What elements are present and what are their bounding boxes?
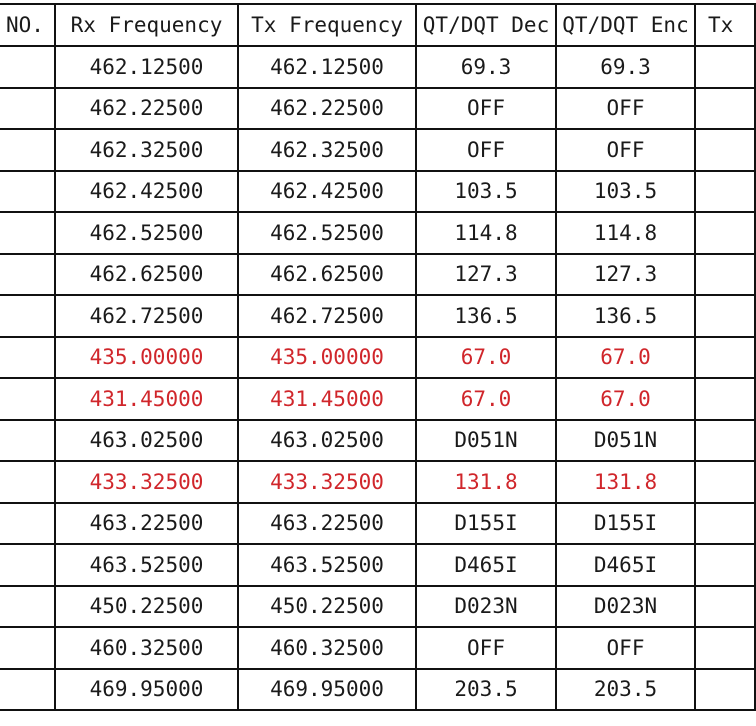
- cell-tx-truncated: [695, 627, 755, 669]
- table-row: [0, 669, 755, 711]
- cell-tx-frequency: 431.45000: [238, 378, 416, 420]
- cell-qt-dqt-dec: D155I: [416, 503, 556, 545]
- cell-tx-frequency: 462.22500: [238, 88, 416, 130]
- table-row: [0, 171, 755, 213]
- cell-no: [0, 586, 55, 628]
- cell-qt-dqt-dec: OFF: [416, 627, 556, 669]
- cell-tx-truncated: [695, 586, 755, 628]
- cell-qt-dqt-dec: OFF: [416, 88, 556, 130]
- table-row: [0, 378, 755, 420]
- cell-qt-dqt-enc: D465I: [556, 544, 695, 586]
- table-row: [0, 295, 755, 337]
- cell-no: [0, 627, 55, 669]
- cell-no: [0, 503, 55, 545]
- header-tx-frequency: Tx Frequency: [238, 4, 416, 46]
- cell-rx-frequency: 462.32500: [55, 129, 238, 171]
- cell-tx-truncated: [695, 88, 755, 130]
- cell-qt-dqt-dec: 114.8: [416, 212, 556, 254]
- cell-qt-dqt-dec: 69.3: [416, 46, 556, 88]
- cell-tx-truncated: [695, 420, 755, 462]
- table-row: [0, 627, 755, 669]
- cell-no: [0, 420, 55, 462]
- cell-tx-frequency: 462.62500: [238, 254, 416, 296]
- cell-tx-frequency: 463.02500: [238, 420, 416, 462]
- cell-qt-dqt-enc: OFF: [556, 129, 695, 171]
- cell-rx-frequency: 469.95000: [55, 669, 238, 711]
- cell-rx-frequency: 431.45000: [55, 378, 238, 420]
- cell-tx-truncated: [695, 46, 755, 88]
- cell-qt-dqt-enc: 131.8: [556, 461, 695, 503]
- table-row: [0, 46, 755, 88]
- header-row: [0, 4, 755, 46]
- cell-qt-dqt-enc: 203.5: [556, 669, 695, 711]
- table-row: [0, 212, 755, 254]
- cell-tx-frequency: 450.22500: [238, 586, 416, 628]
- cell-tx-frequency: 433.32500: [238, 461, 416, 503]
- cell-no: [0, 129, 55, 171]
- cell-tx-frequency: 462.32500: [238, 129, 416, 171]
- cell-no: [0, 88, 55, 130]
- channel-frequency-table: [0, 3, 756, 711]
- cell-qt-dqt-dec: 127.3: [416, 254, 556, 296]
- cell-rx-frequency: 462.42500: [55, 171, 238, 213]
- cell-qt-dqt-dec: 67.0: [416, 378, 556, 420]
- table-row: [0, 503, 755, 545]
- cell-qt-dqt-dec: OFF: [416, 129, 556, 171]
- table-row: [0, 586, 755, 628]
- cell-qt-dqt-dec: 131.8: [416, 461, 556, 503]
- cell-tx-truncated: [695, 669, 755, 711]
- cell-no: [0, 254, 55, 296]
- cell-rx-frequency: 463.22500: [55, 503, 238, 545]
- cell-qt-dqt-enc: OFF: [556, 627, 695, 669]
- cell-rx-frequency: 462.72500: [55, 295, 238, 337]
- cell-tx-frequency: 463.52500: [238, 544, 416, 586]
- header-rx-frequency: Rx Frequency: [55, 4, 238, 46]
- cell-qt-dqt-dec: D465I: [416, 544, 556, 586]
- cell-qt-dqt-dec: D051N: [416, 420, 556, 462]
- table-body: [0, 46, 755, 710]
- cell-qt-dqt-enc: 67.0: [556, 337, 695, 379]
- cell-rx-frequency: 462.22500: [55, 88, 238, 130]
- cell-rx-frequency: 463.52500: [55, 544, 238, 586]
- cell-rx-frequency: 462.12500: [55, 46, 238, 88]
- cell-no: [0, 669, 55, 711]
- cell-qt-dqt-enc: 67.0: [556, 378, 695, 420]
- cell-qt-dqt-dec: 67.0: [416, 337, 556, 379]
- cell-rx-frequency: 435.00000: [55, 337, 238, 379]
- cell-qt-dqt-dec: D023N: [416, 586, 556, 628]
- table-row: [0, 129, 755, 171]
- cell-qt-dqt-enc: 114.8: [556, 212, 695, 254]
- cell-no: [0, 378, 55, 420]
- cell-qt-dqt-dec: 203.5: [416, 669, 556, 711]
- cell-rx-frequency: 433.32500: [55, 461, 238, 503]
- cell-qt-dqt-enc: D051N: [556, 420, 695, 462]
- table-row: [0, 254, 755, 296]
- table-row: [0, 544, 755, 586]
- cell-qt-dqt-dec: 136.5: [416, 295, 556, 337]
- header-qt-dqt-dec: QT/DQT Dec: [416, 4, 556, 46]
- cell-tx-truncated: [695, 378, 755, 420]
- cell-no: [0, 171, 55, 213]
- cell-tx-frequency: 469.95000: [238, 669, 416, 711]
- cell-tx-frequency: 462.12500: [238, 46, 416, 88]
- cell-no: [0, 212, 55, 254]
- table-row: [0, 461, 755, 503]
- cell-tx-frequency: 462.72500: [238, 295, 416, 337]
- cell-tx-frequency: 462.52500: [238, 212, 416, 254]
- cell-rx-frequency: 460.32500: [55, 627, 238, 669]
- cell-rx-frequency: 462.62500: [55, 254, 238, 296]
- cell-rx-frequency: 463.02500: [55, 420, 238, 462]
- cell-tx-truncated: [695, 544, 755, 586]
- cell-tx-frequency: 460.32500: [238, 627, 416, 669]
- cell-tx-truncated: [695, 337, 755, 379]
- cell-tx-frequency: 462.42500: [238, 171, 416, 213]
- cell-qt-dqt-enc: 103.5: [556, 171, 695, 213]
- table-header: [0, 4, 755, 46]
- header-qt-dqt-enc: QT/DQT Enc: [556, 4, 695, 46]
- cell-no: [0, 544, 55, 586]
- table-row: [0, 337, 755, 379]
- cell-no: [0, 46, 55, 88]
- cell-tx-truncated: [695, 171, 755, 213]
- cell-qt-dqt-enc: 127.3: [556, 254, 695, 296]
- cell-tx-truncated: [695, 212, 755, 254]
- table-row: [0, 88, 755, 130]
- cell-qt-dqt-enc: D023N: [556, 586, 695, 628]
- cell-tx-frequency: 435.00000: [238, 337, 416, 379]
- cell-no: [0, 337, 55, 379]
- cell-tx-truncated: [695, 295, 755, 337]
- table-row: [0, 420, 755, 462]
- cell-tx-frequency: 463.22500: [238, 503, 416, 545]
- cell-tx-truncated: [695, 503, 755, 545]
- cell-tx-truncated: [695, 254, 755, 296]
- header-tx-truncated: Tx: [695, 4, 755, 46]
- cell-qt-dqt-enc: D155I: [556, 503, 695, 545]
- cell-qt-dqt-enc: OFF: [556, 88, 695, 130]
- cell-rx-frequency: 462.52500: [55, 212, 238, 254]
- cell-tx-truncated: [695, 129, 755, 171]
- cell-qt-dqt-dec: 103.5: [416, 171, 556, 213]
- cell-qt-dqt-enc: 136.5: [556, 295, 695, 337]
- cell-tx-truncated: [695, 461, 755, 503]
- cell-qt-dqt-enc: 69.3: [556, 46, 695, 88]
- header-no: NO.: [0, 4, 55, 46]
- cell-no: [0, 461, 55, 503]
- cell-rx-frequency: 450.22500: [55, 586, 238, 628]
- cell-no: [0, 295, 55, 337]
